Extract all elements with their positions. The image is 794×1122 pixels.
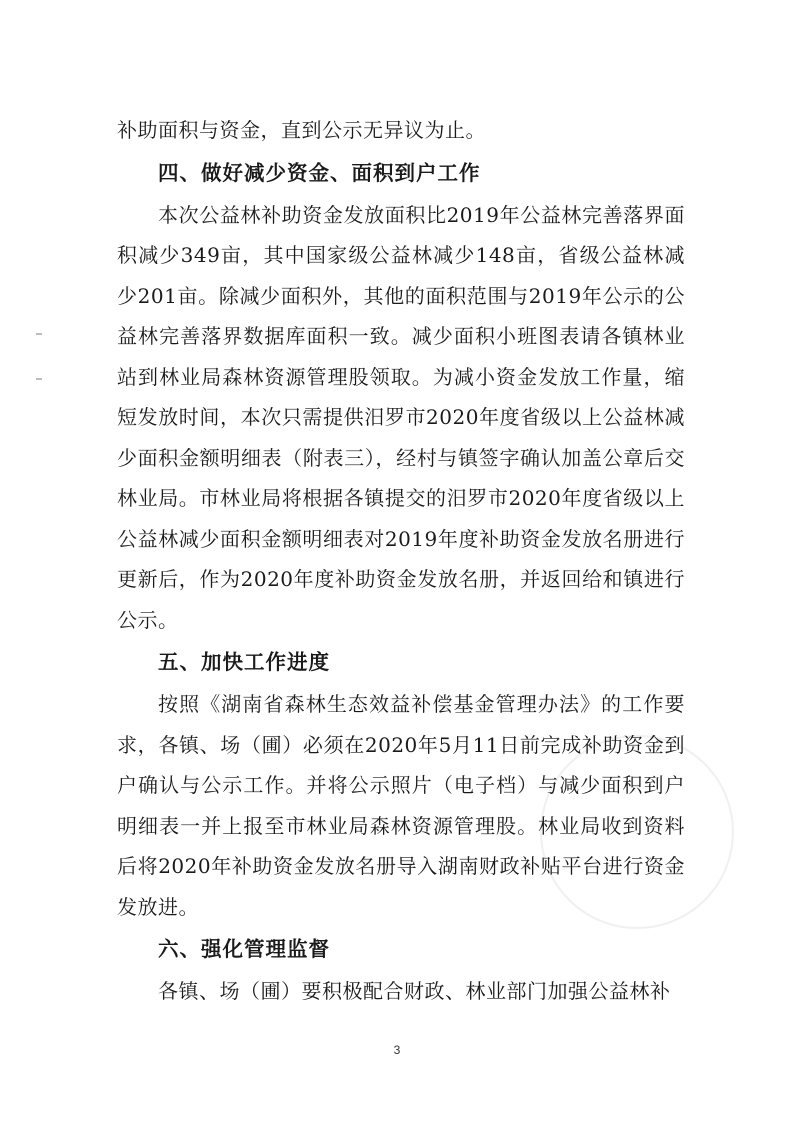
section-heading-4: 四、做好减少资金、面积到户工作 [158,160,481,185]
section-4-paragraph: 本次公益林补助资金发放面积比2019年公益林完善落界面积减少349亩，其中国家级公益林减少148亩，省级公益林减少201亩。除减少面积外，其他的面积范围与2019年公示的公益林完善落界数据库面积一致。减少面积小班图表请各镇林业站到林业局森林资源管理股领取。为减小资金发放工作量，缩短发放时间，本次只需提供汨罗市2020年度省级以上公益林减少面积金额明细表（附表三），经村与镇签字确认加盖公章后交林业局。市林业局将根据各镇提交的汨罗市2020年度省级以上公益林减少面积金额明细表对2019年度补助资金发放名册进行更新后，作为2020年度补助资金发放名册，并返回给和镇进行公示。 [117,202,685,632]
scan-mark [36,333,42,335]
scan-mark [36,378,42,380]
section-5-paragraph: 按照《湖南省森林生态效益补偿基金管理办法》的工作要求，各镇、场（圃）必须在2020年5月11日前完成补助资金到户确认与公示工作。并将公示照片（电子档）与减少面积到户明细表一并上报至市林业局森林资源管理股。林业局收到资料后将2020年补助资金发放名册导入湖南财政补贴平台进行资金发放进。 [117,692,685,919]
section-heading-5: 五、加快工作进度 [158,650,330,674]
continuation-paragraph: 补助面积与资金，直到公示无异议为止。 [117,118,486,142]
section-6-paragraph: 各镇、场（圃）要积极配合财政、林业部门加强公益林补 [158,979,671,1003]
section-heading-6: 六、强化管理监督 [158,937,330,961]
document-body [117,110,685,1012]
page-number: 3 [393,1043,401,1057]
